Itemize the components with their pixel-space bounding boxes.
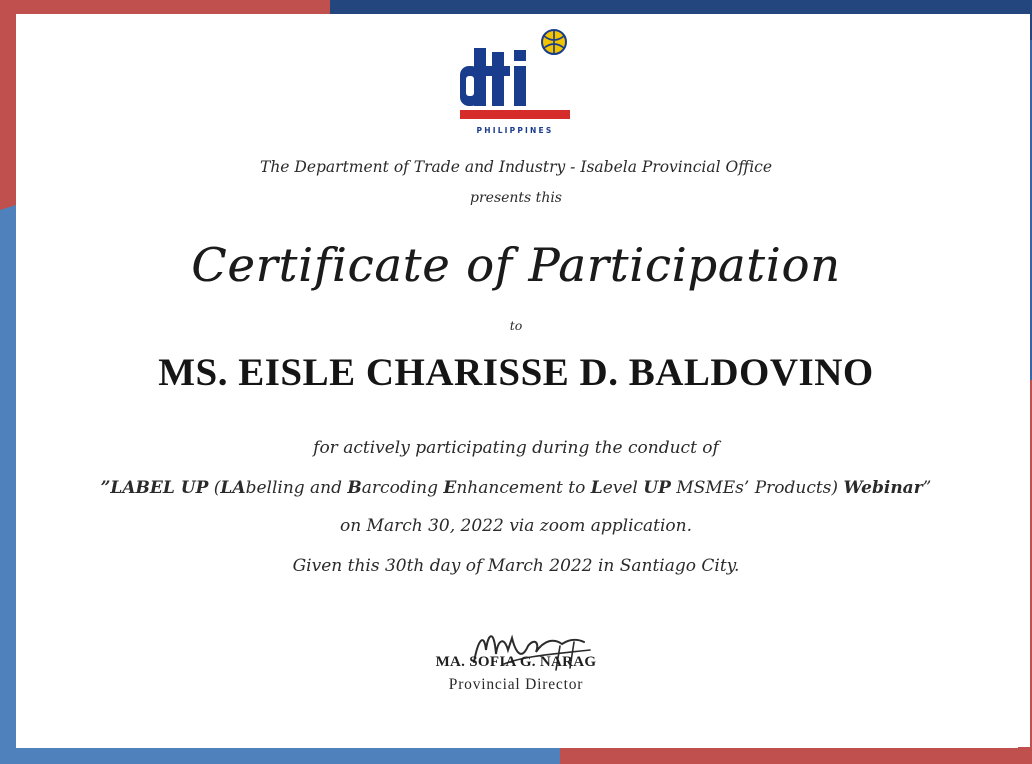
event-part12: MSMEs’ Products) [670,478,844,498]
event-part8: nhancement to [456,478,591,498]
certificate-title: Certificate of Participation [191,238,841,292]
participation-line: for actively participating during the conduct of [313,438,719,458]
event-part10: evel [602,478,644,498]
presenter-line: The Department of Trade and Industry - Isabela Provincial Office [259,158,773,176]
event-part9: L [590,478,603,498]
logo-country: PHILIPPINES [476,126,554,135]
globe-icon [542,30,566,54]
event-part6: arcoding [361,478,444,498]
date-line: on March 30, 2022 via zoom application. [339,516,693,536]
event-part3: LA [220,478,246,498]
border-bottom-red [560,748,1032,764]
given-line: Given this 30th day of March 2022 in Santiago City. [292,556,740,576]
signatory-title: Provincial Director [448,676,584,693]
signatory-name: MA. SOFIA G. NARAG [435,654,597,670]
event-part2: ( [208,478,221,498]
event-part4: belling and [245,478,348,498]
event-close-quote: ” [922,478,932,498]
signature-image [464,620,604,680]
to-line: to [509,318,523,333]
event-part13: Webinar [843,478,923,498]
event-part5: B [347,478,362,498]
dti-logo [452,26,582,141]
recipient-name: MS. EISLE CHARISSE D. BALDOVINO [158,351,874,394]
event-part7: E [443,478,457,498]
event-open-quote: ” [100,478,111,498]
border-bottom-blue [0,748,580,764]
event-part11: UP [643,478,671,498]
event-part1: LABEL UP [110,478,209,498]
event-title [0,478,1032,498]
presents-line: presents this [470,190,562,206]
